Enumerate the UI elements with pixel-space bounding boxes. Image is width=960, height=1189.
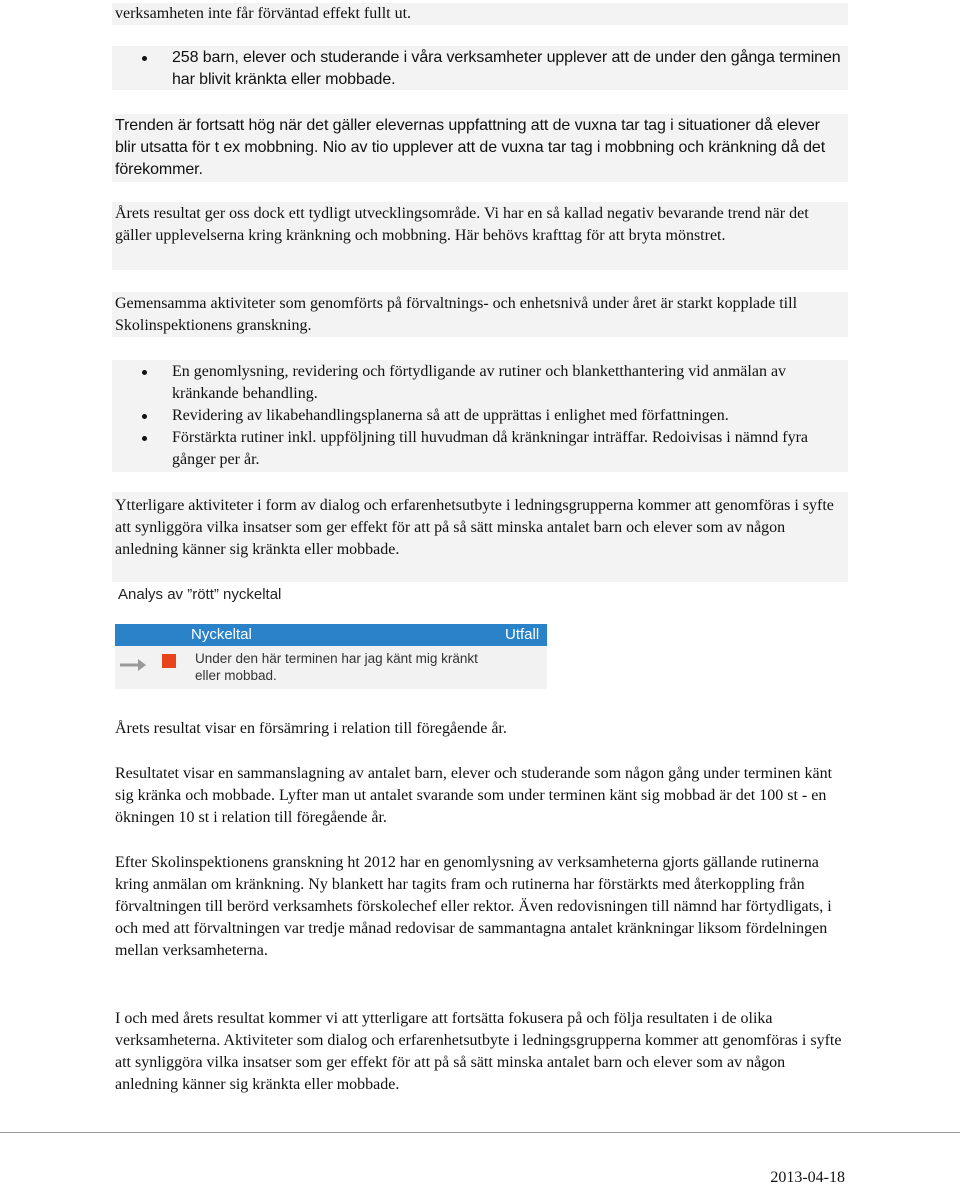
- column-header-outcome: Utfall: [505, 626, 540, 643]
- bullet-icon: [142, 436, 147, 441]
- paragraph-further: Ytterligare aktiviteter i form av dialog och erfarenhetsutbyte i ledningsgrupperna kommer att genomföras i syfte att synliggöra vilka insatser som ger effekt för att på så sätt minska antalet barn och elever som av någon anledning känner sig kränkta eller mobbade.: [115, 497, 834, 558]
- status-square: [162, 654, 176, 668]
- text-block-result: [112, 202, 848, 270]
- arrow-right-icon: [118, 656, 148, 674]
- paragraph-body-1: Årets resultat visar en försämring i relation till föregående år.: [115, 720, 507, 737]
- analysis-heading: Analys av ”rött” nyckeltal: [118, 586, 282, 603]
- footer-date: 2013-04-18: [770, 1169, 845, 1186]
- text-block-activities: [112, 292, 848, 337]
- list-item-text: 258 barn, elever och studerande i våra verksamheter upplever att de under den gånga terminen har blivit kränkta eller mobbade.: [172, 49, 841, 88]
- paragraph-activities: Gemensamma aktiviteter som genomförts på förvaltnings- och enhetsnivå under året är starkt kopplade till Skolinspektionens granskning.: [115, 295, 798, 334]
- paragraph-body-2: Resultatet visar en sammanslagning av antalet barn, elever och studerande som någon gång under terminen känt sig kränka och mobbade. Lyfter man ut antalet svarande som under terminen känt sig mobbad är det 100 st - en ökningen 10 st i relation till föregående år.: [115, 765, 833, 826]
- bullet-list-2: [112, 360, 848, 472]
- list-item-text: Förstärkta rutiner inkl. uppföljning till huvudman då kränkningar inträffar. Redoivisas i nämnd fyra gånger per år.: [172, 429, 809, 468]
- table-row: [115, 646, 547, 689]
- text-block-further: [112, 492, 848, 582]
- kpi-table-header: [115, 624, 547, 646]
- bullet-icon: [142, 56, 147, 61]
- bullet-list-1: [112, 46, 848, 90]
- list-item-text: En genomlysning, revidering och förtydligande av rutiner och blanketthantering vid anmälan av kränkande behandling.: [172, 363, 787, 402]
- bullet-icon: [142, 414, 147, 419]
- trend-part-1: Trenden är fortsatt hög när det gäller elevernas uppfattning att de vuxna tar tag i situationer då elever blir utsatta för t ex mobbning.: [115, 117, 820, 156]
- text-block-top: [112, 3, 848, 25]
- paragraph-trend: [115, 115, 845, 181]
- footer-divider: [0, 1132, 960, 1133]
- paragraph-body-3: Efter Skolinspektionens granskning ht 2012 har en genomlysning av verksamheterna gjorts gällande rutinerna kring anmälan om kränkning. Ny blankett har tagits fram och rutinerna har förstärkts med återkoppling från förvaltningen till berörd verksamhets förskolechef eller rektor. Även redovisningen till nämnd har förtydligats, i och med att förvaltningen var tredje månad redovisar de sammantagna antalet kränkningar liksom fördelningen mellan verksamheterna.: [115, 854, 832, 959]
- text-block-trend: [112, 114, 848, 182]
- list-item-text: Revidering av likabehandlingsplanerna så att de upprättas i enlighet med författningen.: [172, 407, 729, 424]
- paragraph-result: Årets resultat ger oss dock ett tydligt utvecklingsområde. Vi har en så kallad negativ bevarande trend när det gäller upplevelserna kring kränkning och mobbning. Här behövs krafttag för att bryta mönstret.: [115, 205, 809, 244]
- kpi-table: [115, 624, 547, 689]
- paragraph-body-4: I och med årets resultat kommer vi att ytterligare att fortsätta fokusera på och följa resultaten i de olika verksamheterna. Aktiviteter som dialog och erfarenhetsutbyte i ledningsgrupperna kommer att genomföras i syfte att synliggöra vilka insatser som ger effekt för att på så sätt minska antalet barn och elever som av någon anledning känner sig kränkta eller mobbade.: [115, 1010, 842, 1093]
- column-header-indicator: Nyckeltal: [191, 626, 252, 643]
- trend-part-2: Nio av tio upplever att de vuxna tar tag i mobbning och kränkning då det förekommer.: [115, 139, 826, 178]
- kpi-row-label: Under den här terminen har jag känt mig kränkt eller mobbad.: [195, 651, 478, 683]
- paragraph-top-fragment: verksamheten inte får förväntad effekt fullt ut.: [115, 5, 412, 22]
- bullet-icon: [142, 370, 147, 375]
